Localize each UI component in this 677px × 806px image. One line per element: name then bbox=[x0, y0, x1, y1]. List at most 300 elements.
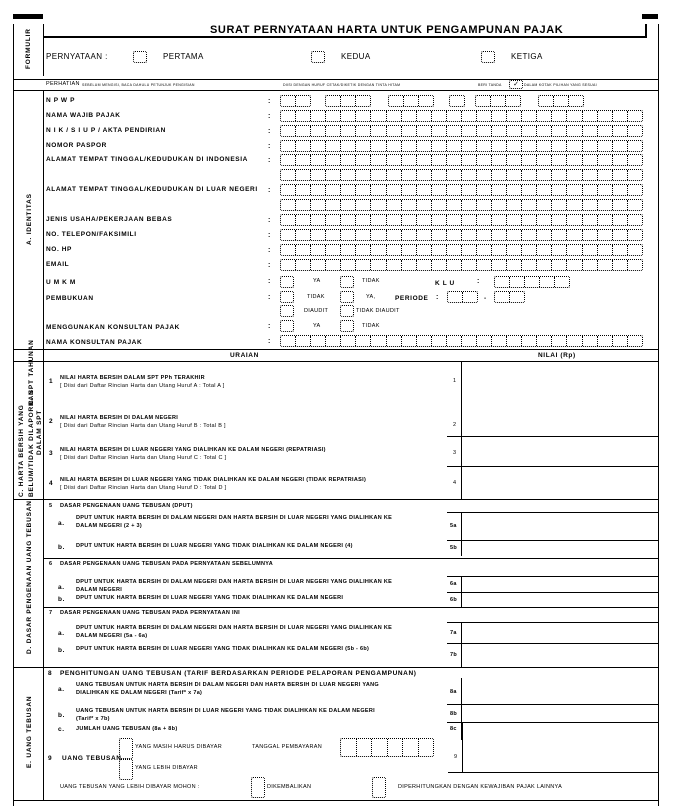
char-box[interactable] bbox=[296, 126, 311, 136]
char-box[interactable] bbox=[404, 96, 419, 106]
char-box[interactable] bbox=[371, 126, 386, 136]
char-box[interactable] bbox=[583, 141, 598, 151]
char-box[interactable] bbox=[356, 111, 371, 121]
char-box[interactable] bbox=[477, 245, 492, 255]
char-box[interactable] bbox=[326, 126, 341, 136]
pertama-checkbox[interactable] bbox=[133, 51, 147, 63]
char-box[interactable] bbox=[537, 111, 552, 121]
kedua-checkbox[interactable] bbox=[311, 51, 325, 63]
char-box[interactable] bbox=[389, 96, 404, 106]
char-box[interactable] bbox=[613, 215, 628, 225]
npwp-input-group-2[interactable] bbox=[325, 95, 371, 107]
char-box[interactable] bbox=[432, 336, 447, 346]
char-box[interactable] bbox=[341, 141, 356, 151]
char-box[interactable] bbox=[537, 215, 552, 225]
char-box[interactable] bbox=[462, 245, 477, 255]
char-box[interactable] bbox=[387, 336, 402, 346]
char-box[interactable] bbox=[583, 111, 598, 121]
no-hp-input[interactable] bbox=[280, 244, 643, 256]
char-box[interactable] bbox=[296, 155, 311, 165]
lebih-dibayar-checkbox[interactable] bbox=[119, 759, 133, 780]
char-box[interactable] bbox=[402, 155, 417, 165]
char-box[interactable] bbox=[341, 185, 356, 195]
char-box[interactable] bbox=[507, 155, 522, 165]
char-box[interactable] bbox=[296, 245, 311, 255]
tebusan-item-value[interactable] bbox=[463, 678, 658, 704]
char-box[interactable] bbox=[387, 141, 402, 151]
char-box[interactable] bbox=[537, 170, 552, 180]
char-box[interactable] bbox=[296, 336, 311, 346]
char-box[interactable] bbox=[462, 155, 477, 165]
char-box[interactable] bbox=[567, 111, 582, 121]
char-box[interactable] bbox=[613, 200, 628, 210]
char-box[interactable] bbox=[598, 126, 613, 136]
char-box[interactable] bbox=[371, 185, 386, 195]
char-box[interactable] bbox=[583, 126, 598, 136]
char-box[interactable] bbox=[567, 170, 582, 180]
char-box[interactable] bbox=[341, 739, 357, 756]
dput-item-value[interactable] bbox=[463, 576, 658, 592]
char-box[interactable] bbox=[552, 170, 567, 180]
char-box[interactable] bbox=[387, 245, 402, 255]
char-box[interactable] bbox=[402, 215, 417, 225]
ketiga-checkbox[interactable] bbox=[481, 51, 495, 63]
char-box[interactable] bbox=[598, 336, 613, 346]
char-box[interactable] bbox=[583, 215, 598, 225]
char-box[interactable] bbox=[447, 170, 462, 180]
char-box[interactable] bbox=[462, 170, 477, 180]
char-box[interactable] bbox=[311, 170, 326, 180]
char-box[interactable] bbox=[567, 230, 582, 240]
email-input[interactable] bbox=[280, 259, 643, 271]
npwp-input-group-5[interactable] bbox=[475, 95, 521, 107]
masih-harus-dibayar-checkbox[interactable] bbox=[119, 738, 133, 759]
pembukuan-ya-checkbox[interactable] bbox=[340, 291, 354, 303]
dput-item-value[interactable] bbox=[463, 622, 658, 643]
char-box[interactable] bbox=[296, 215, 311, 225]
char-box[interactable] bbox=[477, 111, 492, 121]
char-box[interactable] bbox=[583, 260, 598, 270]
harta-row-value[interactable] bbox=[463, 364, 658, 404]
char-box[interactable] bbox=[613, 126, 628, 136]
char-box[interactable] bbox=[507, 230, 522, 240]
char-box[interactable] bbox=[417, 170, 432, 180]
char-box[interactable] bbox=[281, 141, 296, 151]
char-box[interactable] bbox=[613, 155, 628, 165]
telepon-input[interactable] bbox=[280, 229, 643, 241]
char-box[interactable] bbox=[311, 141, 326, 151]
char-box[interactable] bbox=[537, 260, 552, 270]
char-box[interactable] bbox=[495, 292, 510, 302]
nomor-paspor-input[interactable] bbox=[280, 140, 643, 152]
char-box[interactable] bbox=[598, 141, 613, 151]
char-box[interactable] bbox=[583, 230, 598, 240]
char-box[interactable] bbox=[402, 336, 417, 346]
char-box[interactable] bbox=[628, 155, 642, 165]
char-box[interactable] bbox=[492, 260, 507, 270]
char-box[interactable] bbox=[432, 215, 447, 225]
char-box[interactable] bbox=[311, 245, 326, 255]
char-box[interactable] bbox=[537, 141, 552, 151]
char-box[interactable] bbox=[447, 155, 462, 165]
char-box[interactable] bbox=[281, 200, 296, 210]
char-box[interactable] bbox=[447, 185, 462, 195]
char-box[interactable] bbox=[552, 336, 567, 346]
char-box[interactable] bbox=[583, 200, 598, 210]
char-box[interactable] bbox=[522, 200, 537, 210]
char-box[interactable] bbox=[583, 185, 598, 195]
char-box[interactable] bbox=[311, 200, 326, 210]
char-box[interactable] bbox=[326, 155, 341, 165]
char-box[interactable] bbox=[477, 141, 492, 151]
char-box[interactable] bbox=[495, 277, 510, 287]
char-box[interactable] bbox=[281, 230, 296, 240]
char-box[interactable] bbox=[371, 245, 386, 255]
char-box[interactable] bbox=[491, 96, 506, 106]
tanggal-pembayaran-input[interactable] bbox=[340, 738, 434, 757]
char-box[interactable] bbox=[510, 292, 524, 302]
char-box[interactable] bbox=[628, 245, 642, 255]
char-box[interactable] bbox=[628, 141, 642, 151]
char-box[interactable] bbox=[281, 185, 296, 195]
char-box[interactable] bbox=[371, 336, 386, 346]
char-box[interactable] bbox=[341, 230, 356, 240]
char-box[interactable] bbox=[371, 215, 386, 225]
char-box[interactable] bbox=[326, 185, 341, 195]
char-box[interactable] bbox=[522, 126, 537, 136]
char-box[interactable] bbox=[447, 230, 462, 240]
char-box[interactable] bbox=[387, 111, 402, 121]
char-box[interactable] bbox=[417, 185, 432, 195]
char-box[interactable] bbox=[371, 111, 386, 121]
char-box[interactable] bbox=[628, 170, 642, 180]
char-box[interactable] bbox=[417, 215, 432, 225]
char-box[interactable] bbox=[296, 230, 311, 240]
char-box[interactable] bbox=[419, 96, 433, 106]
jenis-usaha-input[interactable] bbox=[280, 214, 643, 226]
char-box[interactable] bbox=[387, 260, 402, 270]
char-box[interactable] bbox=[598, 185, 613, 195]
tidak-diaudit-checkbox[interactable] bbox=[340, 305, 354, 317]
char-box[interactable] bbox=[356, 215, 371, 225]
char-box[interactable] bbox=[462, 111, 477, 121]
char-box[interactable] bbox=[507, 126, 522, 136]
pembukuan-tidak-checkbox[interactable] bbox=[280, 291, 294, 303]
char-box[interactable] bbox=[462, 126, 477, 136]
char-box[interactable] bbox=[583, 336, 598, 346]
alamat-indonesia-input[interactable] bbox=[280, 154, 643, 166]
char-box[interactable] bbox=[492, 111, 507, 121]
char-box[interactable] bbox=[402, 170, 417, 180]
char-box[interactable] bbox=[432, 111, 447, 121]
char-box[interactable] bbox=[432, 170, 447, 180]
char-box[interactable] bbox=[447, 245, 462, 255]
npwp-input-group-6[interactable] bbox=[538, 95, 584, 107]
char-box[interactable] bbox=[326, 111, 341, 121]
char-box[interactable] bbox=[522, 170, 537, 180]
umkm-ya-checkbox[interactable] bbox=[280, 276, 294, 288]
char-box[interactable] bbox=[371, 230, 386, 240]
char-box[interactable] bbox=[341, 155, 356, 165]
char-box[interactable] bbox=[507, 170, 522, 180]
periode-start-input[interactable] bbox=[447, 291, 478, 303]
char-box[interactable] bbox=[371, 200, 386, 210]
char-box[interactable] bbox=[492, 245, 507, 255]
alamat-indonesia-input-line2[interactable] bbox=[280, 169, 643, 181]
char-box[interactable] bbox=[477, 336, 492, 346]
char-box[interactable] bbox=[598, 230, 613, 240]
char-box[interactable] bbox=[567, 245, 582, 255]
char-box[interactable] bbox=[613, 185, 628, 195]
char-box[interactable] bbox=[552, 111, 567, 121]
npwp-input-group-1[interactable] bbox=[280, 95, 311, 107]
char-box[interactable] bbox=[583, 170, 598, 180]
char-box[interactable] bbox=[583, 245, 598, 255]
char-box[interactable] bbox=[311, 111, 326, 121]
char-box[interactable] bbox=[387, 200, 402, 210]
char-box[interactable] bbox=[402, 185, 417, 195]
char-box[interactable] bbox=[357, 739, 373, 756]
char-box[interactable] bbox=[296, 170, 311, 180]
char-box[interactable] bbox=[525, 277, 540, 287]
npwp-input-group-3[interactable] bbox=[388, 95, 434, 107]
char-box[interactable] bbox=[628, 336, 642, 346]
konsultan-tidak-checkbox[interactable] bbox=[340, 320, 354, 332]
char-box[interactable] bbox=[463, 292, 477, 302]
char-box[interactable] bbox=[552, 200, 567, 210]
char-box[interactable] bbox=[522, 230, 537, 240]
char-box[interactable] bbox=[522, 215, 537, 225]
char-box[interactable] bbox=[522, 336, 537, 346]
char-box[interactable] bbox=[402, 230, 417, 240]
char-box[interactable] bbox=[507, 336, 522, 346]
char-box[interactable] bbox=[402, 141, 417, 151]
char-box[interactable] bbox=[281, 215, 296, 225]
nik-input[interactable] bbox=[280, 125, 643, 137]
char-box[interactable] bbox=[492, 215, 507, 225]
char-box[interactable] bbox=[628, 260, 642, 270]
char-box[interactable] bbox=[507, 111, 522, 121]
char-box[interactable] bbox=[281, 96, 296, 106]
char-box[interactable] bbox=[432, 155, 447, 165]
char-box[interactable] bbox=[417, 260, 432, 270]
char-box[interactable] bbox=[371, 260, 386, 270]
char-box[interactable] bbox=[462, 200, 477, 210]
char-box[interactable] bbox=[281, 126, 296, 136]
char-box[interactable] bbox=[552, 260, 567, 270]
char-box[interactable] bbox=[296, 111, 311, 121]
char-box[interactable] bbox=[554, 96, 569, 106]
char-box[interactable] bbox=[552, 245, 567, 255]
char-box[interactable] bbox=[598, 111, 613, 121]
char-box[interactable] bbox=[537, 336, 552, 346]
char-box[interactable] bbox=[448, 292, 463, 302]
char-box[interactable] bbox=[281, 245, 296, 255]
char-box[interactable] bbox=[450, 96, 464, 106]
dput-item-value[interactable] bbox=[463, 592, 658, 607]
char-box[interactable] bbox=[522, 185, 537, 195]
char-box[interactable] bbox=[492, 230, 507, 240]
char-box[interactable] bbox=[296, 200, 311, 210]
char-box[interactable] bbox=[402, 111, 417, 121]
char-box[interactable] bbox=[567, 141, 582, 151]
char-box[interactable] bbox=[598, 215, 613, 225]
char-box[interactable] bbox=[537, 245, 552, 255]
char-box[interactable] bbox=[522, 245, 537, 255]
char-box[interactable] bbox=[388, 739, 404, 756]
char-box[interactable] bbox=[628, 200, 642, 210]
char-box[interactable] bbox=[341, 260, 356, 270]
char-box[interactable] bbox=[522, 260, 537, 270]
char-box[interactable] bbox=[598, 260, 613, 270]
nama-wajib-pajak-input[interactable] bbox=[280, 110, 643, 122]
char-box[interactable] bbox=[492, 336, 507, 346]
tebusan-item-value[interactable] bbox=[463, 704, 658, 722]
char-box[interactable] bbox=[477, 215, 492, 225]
char-box[interactable] bbox=[387, 185, 402, 195]
harta-row-value[interactable] bbox=[463, 466, 658, 497]
char-box[interactable] bbox=[402, 200, 417, 210]
char-box[interactable] bbox=[341, 245, 356, 255]
char-box[interactable] bbox=[462, 230, 477, 240]
char-box[interactable] bbox=[326, 260, 341, 270]
char-box[interactable] bbox=[462, 215, 477, 225]
char-box[interactable] bbox=[387, 215, 402, 225]
nama-konsultan-input[interactable] bbox=[280, 335, 643, 347]
char-box[interactable] bbox=[296, 96, 310, 106]
char-box[interactable] bbox=[537, 185, 552, 195]
harta-row-value[interactable] bbox=[463, 436, 658, 466]
char-box[interactable] bbox=[356, 336, 371, 346]
char-box[interactable] bbox=[341, 215, 356, 225]
char-box[interactable] bbox=[326, 141, 341, 151]
char-box[interactable] bbox=[341, 126, 356, 136]
char-box[interactable] bbox=[583, 155, 598, 165]
char-box[interactable] bbox=[552, 215, 567, 225]
char-box[interactable] bbox=[476, 96, 491, 106]
dput-item-value[interactable] bbox=[463, 512, 658, 540]
char-box[interactable] bbox=[311, 126, 326, 136]
char-box[interactable] bbox=[477, 200, 492, 210]
char-box[interactable] bbox=[613, 245, 628, 255]
char-box[interactable] bbox=[522, 155, 537, 165]
char-box[interactable] bbox=[537, 155, 552, 165]
char-box[interactable] bbox=[492, 185, 507, 195]
char-box[interactable] bbox=[462, 185, 477, 195]
char-box[interactable] bbox=[477, 126, 492, 136]
char-box[interactable] bbox=[477, 185, 492, 195]
char-box[interactable] bbox=[477, 155, 492, 165]
char-box[interactable] bbox=[569, 96, 583, 106]
char-box[interactable] bbox=[326, 245, 341, 255]
char-box[interactable] bbox=[402, 126, 417, 136]
char-box[interactable] bbox=[552, 141, 567, 151]
char-box[interactable] bbox=[419, 739, 434, 756]
char-box[interactable] bbox=[507, 200, 522, 210]
char-box[interactable] bbox=[540, 277, 555, 287]
konsultan-ya-checkbox[interactable] bbox=[280, 320, 294, 332]
char-box[interactable] bbox=[492, 126, 507, 136]
char-box[interactable] bbox=[326, 200, 341, 210]
char-box[interactable] bbox=[447, 336, 462, 346]
char-box[interactable] bbox=[506, 96, 520, 106]
char-box[interactable] bbox=[432, 245, 447, 255]
char-box[interactable] bbox=[387, 230, 402, 240]
npwp-input-group-4[interactable] bbox=[449, 95, 465, 107]
char-box[interactable] bbox=[356, 230, 371, 240]
char-box[interactable] bbox=[628, 126, 642, 136]
tebusan-item-value[interactable] bbox=[463, 722, 658, 740]
char-box[interactable] bbox=[417, 200, 432, 210]
char-box[interactable] bbox=[447, 111, 462, 121]
char-box[interactable] bbox=[613, 111, 628, 121]
harta-row-value[interactable] bbox=[463, 404, 658, 436]
char-box[interactable] bbox=[341, 336, 356, 346]
char-box[interactable] bbox=[341, 170, 356, 180]
char-box[interactable] bbox=[356, 245, 371, 255]
char-box[interactable] bbox=[613, 141, 628, 151]
char-box[interactable] bbox=[507, 141, 522, 151]
char-box[interactable] bbox=[567, 185, 582, 195]
char-box[interactable] bbox=[371, 141, 386, 151]
char-box[interactable] bbox=[371, 155, 386, 165]
char-box[interactable] bbox=[567, 200, 582, 210]
diaudit-checkbox[interactable] bbox=[280, 305, 294, 317]
char-box[interactable] bbox=[341, 200, 356, 210]
char-box[interactable] bbox=[492, 141, 507, 151]
char-box[interactable] bbox=[598, 245, 613, 255]
char-box[interactable] bbox=[281, 155, 296, 165]
char-box[interactable] bbox=[417, 336, 432, 346]
char-box[interactable] bbox=[510, 277, 525, 287]
char-box[interactable] bbox=[403, 739, 419, 756]
char-box[interactable] bbox=[356, 170, 371, 180]
char-box[interactable] bbox=[417, 141, 432, 151]
char-box[interactable] bbox=[387, 126, 402, 136]
char-box[interactable] bbox=[296, 185, 311, 195]
char-box[interactable] bbox=[311, 230, 326, 240]
char-box[interactable] bbox=[356, 155, 371, 165]
char-box[interactable] bbox=[522, 111, 537, 121]
char-box[interactable] bbox=[628, 230, 642, 240]
char-box[interactable] bbox=[507, 245, 522, 255]
char-box[interactable] bbox=[326, 215, 341, 225]
char-box[interactable] bbox=[477, 260, 492, 270]
char-box[interactable] bbox=[296, 260, 311, 270]
char-box[interactable] bbox=[356, 126, 371, 136]
char-box[interactable] bbox=[311, 185, 326, 195]
char-box[interactable] bbox=[417, 155, 432, 165]
char-box[interactable] bbox=[567, 260, 582, 270]
char-box[interactable] bbox=[507, 185, 522, 195]
char-box[interactable] bbox=[417, 111, 432, 121]
char-box[interactable] bbox=[311, 155, 326, 165]
char-box[interactable] bbox=[387, 155, 402, 165]
char-box[interactable] bbox=[537, 126, 552, 136]
char-box[interactable] bbox=[281, 170, 296, 180]
char-box[interactable] bbox=[477, 170, 492, 180]
char-box[interactable] bbox=[598, 155, 613, 165]
char-box[interactable] bbox=[432, 185, 447, 195]
char-box[interactable] bbox=[552, 155, 567, 165]
char-box[interactable] bbox=[462, 336, 477, 346]
char-box[interactable] bbox=[432, 230, 447, 240]
char-box[interactable] bbox=[447, 141, 462, 151]
char-box[interactable] bbox=[552, 126, 567, 136]
char-box[interactable] bbox=[613, 170, 628, 180]
char-box[interactable] bbox=[552, 230, 567, 240]
char-box[interactable] bbox=[537, 230, 552, 240]
